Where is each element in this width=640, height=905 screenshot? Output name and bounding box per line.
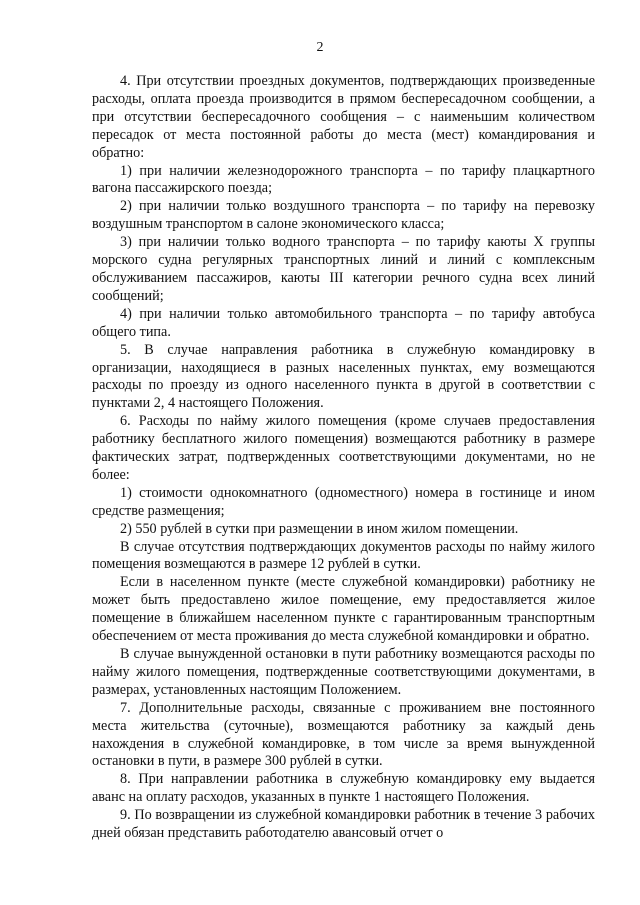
document-body <box>92 73 595 843</box>
paragraph-4-2: 2) при наличии только воздушного транспорта – по тарифу на перевозку воздушным транспортом в салоне экономического класса; <box>92 198 595 233</box>
paragraph-4-3: 3) при наличии только водного транспорта – по тарифу каюты X группы морского судна регулярных транспортных линий и линий с комплексным обслуживанием пассажиров, каюты III категории речного судна всех линий сообщений; <box>92 234 595 304</box>
paragraph-8: 8. При направлении работника в служебную командировку ему выдается аванс на оплату расходов, указанных в пункте 1 настоящего Положения. <box>92 771 595 806</box>
paragraph-6-2: 2) 550 рублей в сутки при размещении в ином жилом помещении. <box>120 520 519 537</box>
paragraph-6-1: 1) стоимости однокомнатного (одноместного) номера в гостинице и ином средстве размещения; <box>92 484 595 519</box>
paragraph-4-1: 1) при наличии железнодорожного транспорта – по тарифу плацкартного вагона пассажирского поезда; <box>92 162 595 197</box>
paragraph-6: 6. Расходы по найму жилого помещения (кроме случаев предоставления работнику бесплатного жилого помещения) возмещаются работнику в размере фактических затрат, подтвержденных соответствующими документами, но не более: <box>92 413 595 483</box>
paragraph-6-forced-stop: В случае вынужденной остановки в пути работнику возмещаются расходы по найму жилого помещения, подтвержденные соответствующими документами, в размерах, установленных настоящим Положением. <box>92 646 595 698</box>
paragraph-4-4: 4) при наличии только автомобильного транспорта – по тарифу автобуса общего типа. <box>92 305 595 340</box>
paragraph-9: 9. По возвращении из служебной командировки работник в течение 3 рабочих дней обязан представить работодателю авансовый отчет о <box>92 807 595 842</box>
paragraph-6-no-documents: В случае отсутствия подтверждающих документов расходы по найму жилого помещения возмещаются в размере 12 рублей в сутки. <box>92 538 595 573</box>
paragraph-6-nearest-settlement: Если в населенном пункте (месте служебной командировки) работнику не может быть предоставлено жилое помещение, ему предоставляется жилое помещение в ближайшем населенном пункте с гарантированным транспортным обеспечением от места проживания до места служебной командировки и обратно. <box>92 574 595 645</box>
page-number: 2 <box>316 40 324 55</box>
paragraph-5: 5. В случае направления работника в служебную командировку в организации, находящиеся в разных населенных пунктах, ему возмещаются расходы по проезду из одного населенного пункта в другой в соответствии с пунктами 2, 4 настоящего Положения. <box>92 341 595 412</box>
paragraph-7: 7. Дополнительные расходы, связанные с проживанием вне постоянного места жительства (суточные), возмещаются работнику за каждый день нахождения в служебной командировке, в том числе за время вынужденной остановки в пути, в размере 300 рублей в сутки. <box>92 699 595 770</box>
paragraph-4: 4. При отсутствии проездных документов, подтверждающих произведенные расходы, оплата проезда производится в прямом беспересадочном сообщении, а при отсутствии беспересадочного сообщения – с наименьшим количеством пересадок от места постоянной работы до места (мест) командирования и обратно: <box>92 73 595 161</box>
